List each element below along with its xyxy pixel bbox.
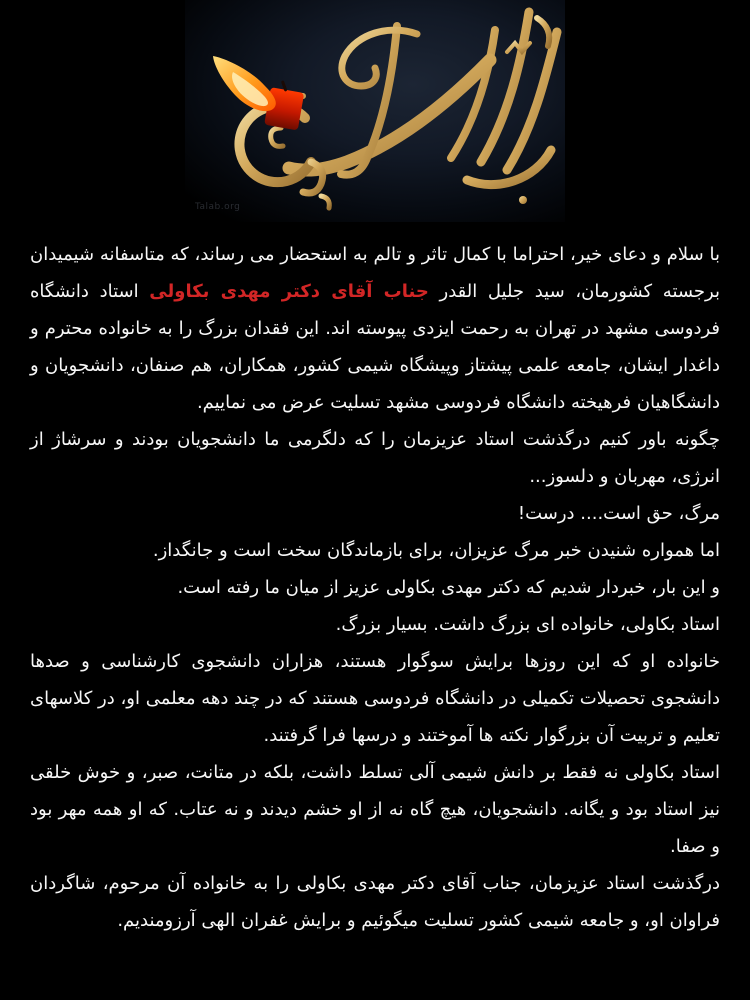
paragraph: خانواده او که این روزها برایش سوگوار هستند، هزاران دانشجوی کارشناسی و صدها دانشجوی تحصیلات تکمیلی در دانشگاه فردوسی هستند که در چند دهه معلمی او، در کلاسهای تعلیم و تربیت آن بزرگوار نکته ها آموختند و درسها فرا گرفتند. xyxy=(30,651,720,746)
calligraphy-dot xyxy=(519,196,527,204)
paragraph: مرگ، حق است.... درست! xyxy=(517,503,720,524)
paragraph-intro xyxy=(30,236,720,421)
deceased-name-highlight: جناب آقای دکتر مهدی بکاولی xyxy=(149,281,429,302)
paragraph: استاد بکاولی، خانواده ای بزرگ داشت. بسیار بزرگ. xyxy=(335,614,720,635)
intro-text-pre: با سلام و دعای خیر، احتراما با کمال تاثر و تالم به استحضار می رساند، که متاسفانه شیمیدان برجسته کشورمان، سید جلیل القدر xyxy=(30,244,720,302)
condolence-letter xyxy=(0,236,750,939)
paragraph: استاد بکاولی نه فقط بر دانش شیمی آلی تسلط داشت، بلکه در متانت، صبر، و خوش خلقی نیز استاد بود و یگانه. دانشجویان، هیچ گاه نه از او خشم دیدند و نه عتاب. که او همه مهر بود و صفا. xyxy=(30,762,720,857)
memorial-calligraphy-banner xyxy=(185,0,565,222)
paragraph: درگذشت استاد عزیزمان، جناب آقای دکتر مهدی بکاولی را به خانواده آن مرحوم، شاگردان فراوان او، و جامعه شیمی کشور تسلیت میگوئیم و برایش غفران الهی آرزومندیم. xyxy=(30,873,720,931)
paragraph: و این بار، خبردار شدیم که دکتر مهدی بکاولی عزیز از میان ما رفته است. xyxy=(177,577,720,598)
paragraph: چگونه باور کنیم درگذشت استاد عزیزمان را که دلگرمی ما دانشجویان بودند و سرشاژ از انرژی، مهربان و دلسوز... xyxy=(30,429,720,487)
paragraph: اما همواره شنیدن خبر مرگ عزیزان، برای بازماندگان سخت است و جانگداز. xyxy=(152,540,720,561)
calligraphy-artwork xyxy=(185,0,565,222)
intro-text-post: استاد دانشگاه فردوسی مشهد در تهران به رحمت ایزدی پیوسته اند. این فقدان بزرگ را به خانواده محترم و داغدار ایشان، جامعه علمی پیشتاز وپیشگاه شیمی کشور، همکاران، هم صنفان، دانشجویان و دانشگاهیان فرهیخته دانشگاه فردوسی مشهد تسلیت عرض می نماییم. xyxy=(30,281,720,413)
watermark: Talab.org xyxy=(195,202,241,212)
